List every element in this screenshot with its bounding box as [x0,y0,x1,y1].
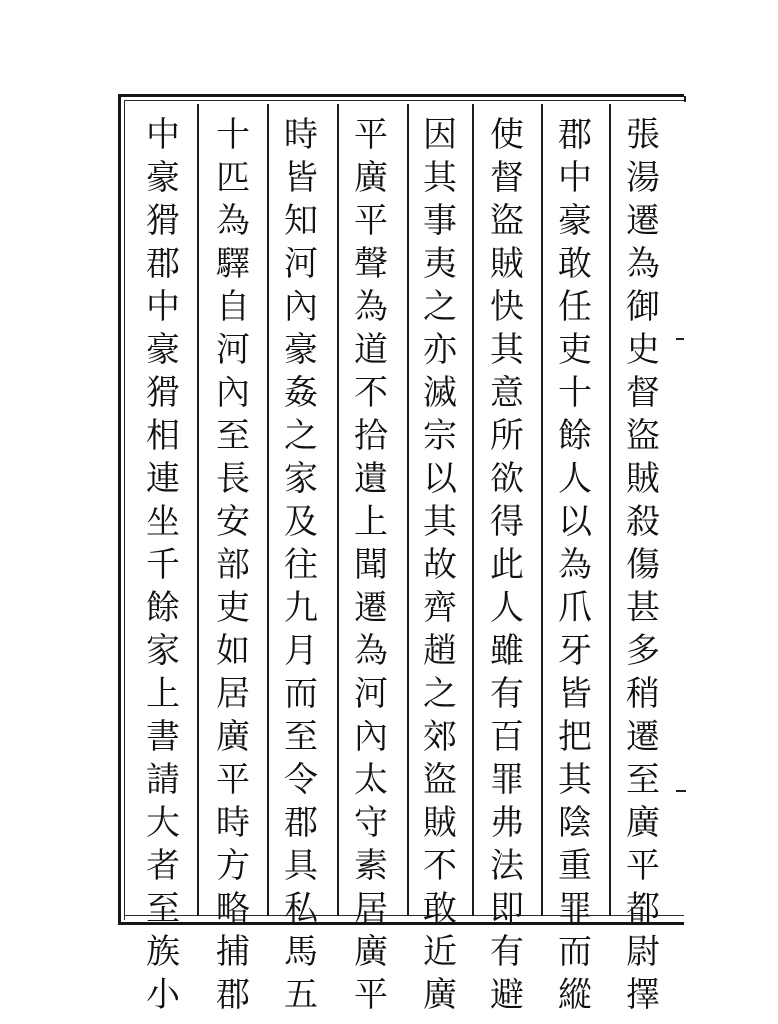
text-character: 平 [626,846,660,886]
text-character: 大 [146,803,180,843]
text-character: 陰 [558,803,592,843]
text-character: 以 [423,459,457,499]
text-character: 部 [216,545,250,585]
text-character: 敢 [558,244,592,284]
column-divider [337,104,339,916]
text-character: 牙 [558,631,592,671]
text-character: 居 [216,674,250,714]
text-character: 十 [216,115,250,155]
text-character: 擇 [626,975,660,1015]
text-column [409,114,471,1015]
text-character: 敢 [423,889,457,929]
text-character: 御 [626,287,660,327]
text-character: 意 [490,373,524,413]
text-column [270,114,332,1015]
text-character: 十 [558,373,592,413]
text-character: 平 [354,115,388,155]
text-character: 如 [216,631,250,671]
text-character: 使 [490,115,524,155]
text-character: 罪 [490,760,524,800]
text-character: 平 [354,201,388,241]
text-character: 平 [354,975,388,1015]
text-character: 至 [626,760,660,800]
text-character: 張 [626,115,660,155]
text-character: 往 [284,545,318,585]
text-character: 長 [216,459,250,499]
text-character: 之 [284,416,318,456]
text-character: 事 [423,201,457,241]
text-character: 餘 [558,416,592,456]
text-character: 為 [354,287,388,327]
text-character: 拾 [354,416,388,456]
text-character: 以 [558,502,592,542]
text-character: 為 [354,631,388,671]
text-character: 家 [146,631,180,671]
text-character: 督 [626,373,660,413]
text-character: 人 [558,459,592,499]
text-character: 聲 [354,244,388,284]
text-character: 知 [284,201,318,241]
text-character: 法 [490,846,524,886]
text-column [132,114,194,1015]
text-character: 家 [284,459,318,499]
text-column [544,114,606,1015]
leaf-edge-mark [676,790,686,792]
text-character: 賊 [626,459,660,499]
text-column [612,114,674,1015]
text-character: 賊 [423,803,457,843]
text-character: 河 [216,330,250,370]
text-character: 豪 [284,330,318,370]
text-character: 雖 [490,631,524,671]
text-character: 遺 [354,459,388,499]
text-character: 故 [423,545,457,585]
column-divider [609,104,611,916]
text-character: 有 [490,932,524,972]
text-character: 匹 [216,158,250,198]
text-character: 廣 [423,975,457,1015]
leaf-edge-mark [676,338,684,340]
text-character: 所 [490,416,524,456]
text-character: 豪 [146,330,180,370]
text-character: 至 [146,889,180,929]
text-character: 郊 [423,717,457,757]
text-character: 遷 [354,588,388,628]
column-divider [472,104,474,916]
text-character: 遷 [626,201,660,241]
text-character: 郡 [558,115,592,155]
text-character: 賊 [490,244,524,284]
text-character: 馬 [284,932,318,972]
text-character: 聞 [354,545,388,585]
text-character: 猾 [146,373,180,413]
text-character: 自 [216,287,250,327]
text-character: 盜 [490,201,524,241]
text-character: 快 [490,287,524,327]
text-character: 請 [146,760,180,800]
text-character: 時 [284,115,318,155]
text-character: 弗 [490,803,524,843]
text-character: 皆 [558,674,592,714]
text-character: 者 [146,846,180,886]
text-character: 九 [284,588,318,628]
text-character: 安 [216,502,250,542]
text-character: 湯 [626,158,660,198]
text-character: 中 [146,115,180,155]
text-character: 有 [490,674,524,714]
text-character: 內 [284,287,318,327]
text-character: 爪 [558,588,592,628]
text-character: 罪 [558,889,592,929]
text-character: 縱 [558,975,592,1015]
text-character: 小 [146,975,180,1015]
text-character: 督 [490,158,524,198]
text-character: 千 [146,545,180,585]
text-character: 任 [558,287,592,327]
text-character: 百 [490,717,524,757]
text-character: 坐 [146,502,180,542]
text-character: 吏 [558,330,592,370]
text-character: 廣 [216,717,250,757]
text-character: 時 [216,803,250,843]
text-character: 尉 [626,932,660,972]
text-character: 為 [558,545,592,585]
text-character: 月 [284,631,318,671]
text-character: 齊 [423,588,457,628]
text-character: 猾 [146,201,180,241]
text-character: 滅 [423,373,457,413]
text-character: 河 [354,674,388,714]
text-character: 人 [490,588,524,628]
text-character: 而 [558,932,592,972]
text-character: 其 [490,330,524,370]
text-character: 至 [284,717,318,757]
text-character: 多 [626,631,660,671]
text-character: 至 [216,416,250,456]
text-character: 河 [284,244,318,284]
text-column [476,114,538,1015]
text-character: 中 [558,158,592,198]
text-character: 之 [423,674,457,714]
text-character: 傷 [626,545,660,585]
text-character: 為 [216,201,250,241]
text-character: 吏 [216,588,250,628]
text-character: 史 [626,330,660,370]
text-character: 連 [146,459,180,499]
text-character: 把 [558,717,592,757]
text-character: 上 [146,674,180,714]
text-character: 方 [216,846,250,886]
text-character: 其 [423,158,457,198]
text-character: 道 [354,330,388,370]
column-divider [267,104,269,916]
text-character: 守 [354,803,388,843]
inner-top-rule [124,100,684,101]
text-character: 上 [354,502,388,542]
text-character: 捕 [216,932,250,972]
text-character: 餘 [146,588,180,628]
text-character: 書 [146,717,180,757]
text-character: 郡 [146,244,180,284]
text-character: 豪 [146,158,180,198]
text-column [202,114,264,1015]
text-character: 重 [558,846,592,886]
text-character: 遷 [626,717,660,757]
text-character: 略 [216,889,250,929]
text-character: 令 [284,760,318,800]
text-character: 近 [423,932,457,972]
text-character: 豪 [558,201,592,241]
text-character: 五 [284,975,318,1015]
text-character: 避 [490,975,524,1015]
text-character: 廣 [354,158,388,198]
text-character: 及 [284,502,318,542]
text-character: 其 [423,502,457,542]
text-character: 廣 [626,803,660,843]
text-character: 宗 [423,416,457,456]
text-character: 不 [354,373,388,413]
leaf-edge-mark [684,96,686,102]
text-character: 盜 [626,416,660,456]
text-character: 郡 [284,803,318,843]
text-character: 得 [490,502,524,542]
text-character: 相 [146,416,180,456]
text-character: 不 [423,846,457,886]
text-character: 稍 [626,674,660,714]
text-character: 因 [423,115,457,155]
text-character: 欲 [490,459,524,499]
text-character: 具 [284,846,318,886]
column-divider [197,104,199,916]
text-character: 即 [490,889,524,929]
text-character: 姦 [284,373,318,413]
text-character: 郡 [216,975,250,1015]
text-character: 素 [354,846,388,886]
text-character: 亦 [423,330,457,370]
text-character: 太 [354,760,388,800]
text-character: 甚 [626,588,660,628]
text-character: 內 [216,373,250,413]
text-character: 夷 [423,244,457,284]
text-column [340,114,402,1015]
text-character: 都 [626,889,660,929]
text-character: 平 [216,760,250,800]
text-character: 驛 [216,244,250,284]
text-character: 其 [558,760,592,800]
text-character: 中 [146,287,180,327]
text-character: 皆 [284,158,318,198]
text-character: 為 [626,244,660,284]
column-divider [541,104,543,916]
text-character: 居 [354,889,388,929]
text-character: 廣 [354,932,388,972]
text-character: 而 [284,674,318,714]
text-character: 之 [423,287,457,327]
text-character: 盜 [423,760,457,800]
text-character: 內 [354,717,388,757]
text-character: 趙 [423,631,457,671]
text-character: 殺 [626,502,660,542]
inner-left-rule [124,100,125,920]
text-character: 此 [490,545,524,585]
text-character: 族 [146,932,180,972]
text-character: 私 [284,889,318,929]
